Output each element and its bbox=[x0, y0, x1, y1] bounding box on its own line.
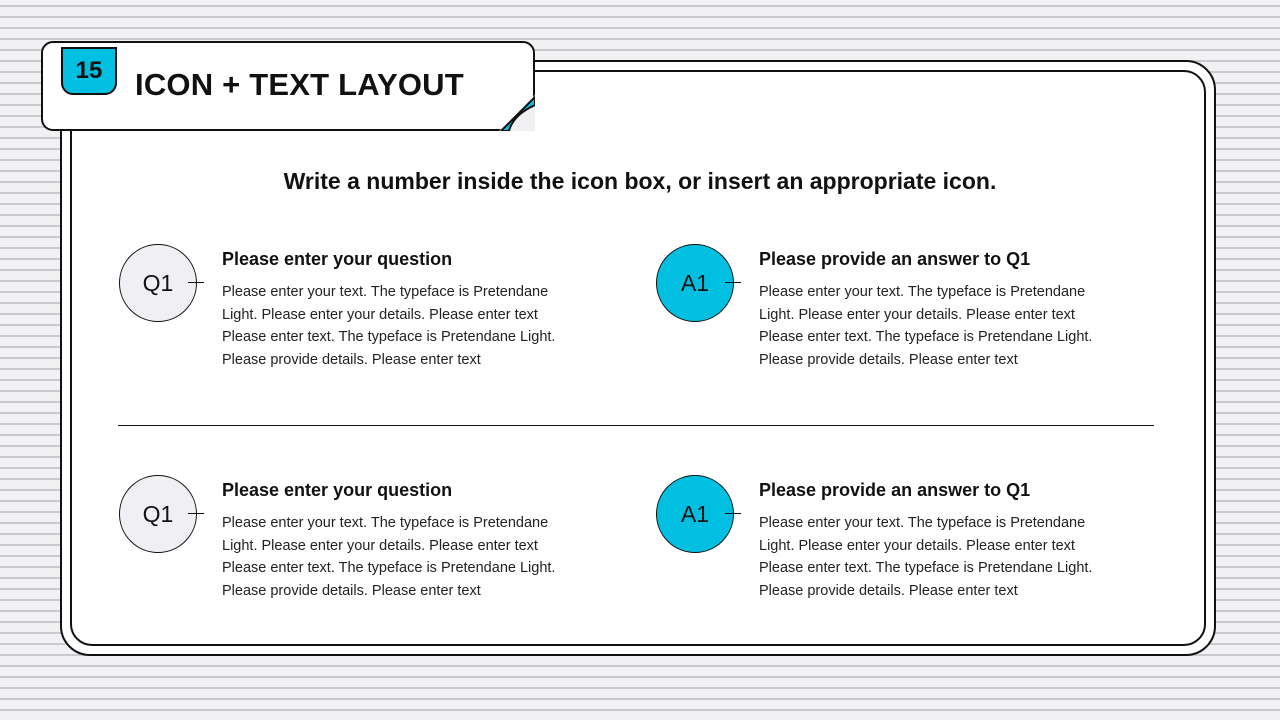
section-divider bbox=[118, 425, 1154, 426]
body-line: Light. Please enter your details. Please enter text bbox=[759, 306, 1075, 323]
answer-body bbox=[759, 281, 1139, 372]
connector-line bbox=[725, 513, 741, 514]
body-line: Please provide details. Please enter text bbox=[759, 583, 1018, 600]
body-line: Please enter your text. The typeface is Pretendane bbox=[222, 515, 549, 531]
slide-number-badge: 15 bbox=[61, 47, 117, 95]
icon-box-circle[interactable]: A1 bbox=[656, 244, 734, 322]
body-line: Please enter text. The typeface is Pretendane Light. bbox=[759, 560, 1093, 577]
title-tab bbox=[41, 41, 535, 131]
body-line: Please enter text. The typeface is Pretendane Light. bbox=[222, 560, 556, 577]
body-line: Please enter your text. The typeface is Pretendane bbox=[759, 284, 1086, 300]
connector-line bbox=[725, 282, 741, 283]
question-body bbox=[222, 512, 602, 603]
answer-title: Please provide an answer to Q1 bbox=[759, 249, 1031, 269]
body-line: Please enter your text. The typeface is Pretendane bbox=[759, 515, 1086, 531]
body-line: Please enter text. The typeface is Pretendane Light. bbox=[222, 329, 556, 346]
slide-title: ICON + TEXT LAYOUT bbox=[135, 67, 464, 102]
body-line: Please enter your text. The typeface is Pretendane bbox=[222, 284, 549, 300]
page-fold-icon bbox=[499, 95, 535, 131]
body-line: Please provide details. Please enter text bbox=[759, 352, 1018, 369]
body-line: Light. Please enter your details. Please enter text bbox=[759, 537, 1075, 554]
answer-title: Please provide an answer to Q1 bbox=[759, 480, 1031, 500]
body-line: Please enter text. The typeface is Pretendane Light. bbox=[759, 329, 1093, 346]
question-title: Please enter your question bbox=[222, 249, 453, 269]
body-line: Please provide details. Please enter text bbox=[222, 583, 481, 600]
question-title: Please enter your question bbox=[222, 480, 453, 500]
icon-box-circle[interactable]: Q1 bbox=[119, 244, 197, 322]
instruction-text: Write a number inside the icon box, or insert an appropriate icon. bbox=[283, 168, 997, 194]
body-line: Light. Please enter your details. Please enter text bbox=[222, 537, 538, 554]
answer-body bbox=[759, 512, 1139, 603]
connector-line bbox=[188, 513, 204, 514]
icon-box-circle[interactable]: Q1 bbox=[119, 475, 197, 553]
body-line: Light. Please enter your details. Please enter text bbox=[222, 306, 538, 323]
question-body bbox=[222, 281, 602, 372]
connector-line bbox=[188, 282, 204, 283]
icon-box-circle[interactable]: A1 bbox=[656, 475, 734, 553]
body-line: Please provide details. Please enter text bbox=[222, 352, 481, 369]
